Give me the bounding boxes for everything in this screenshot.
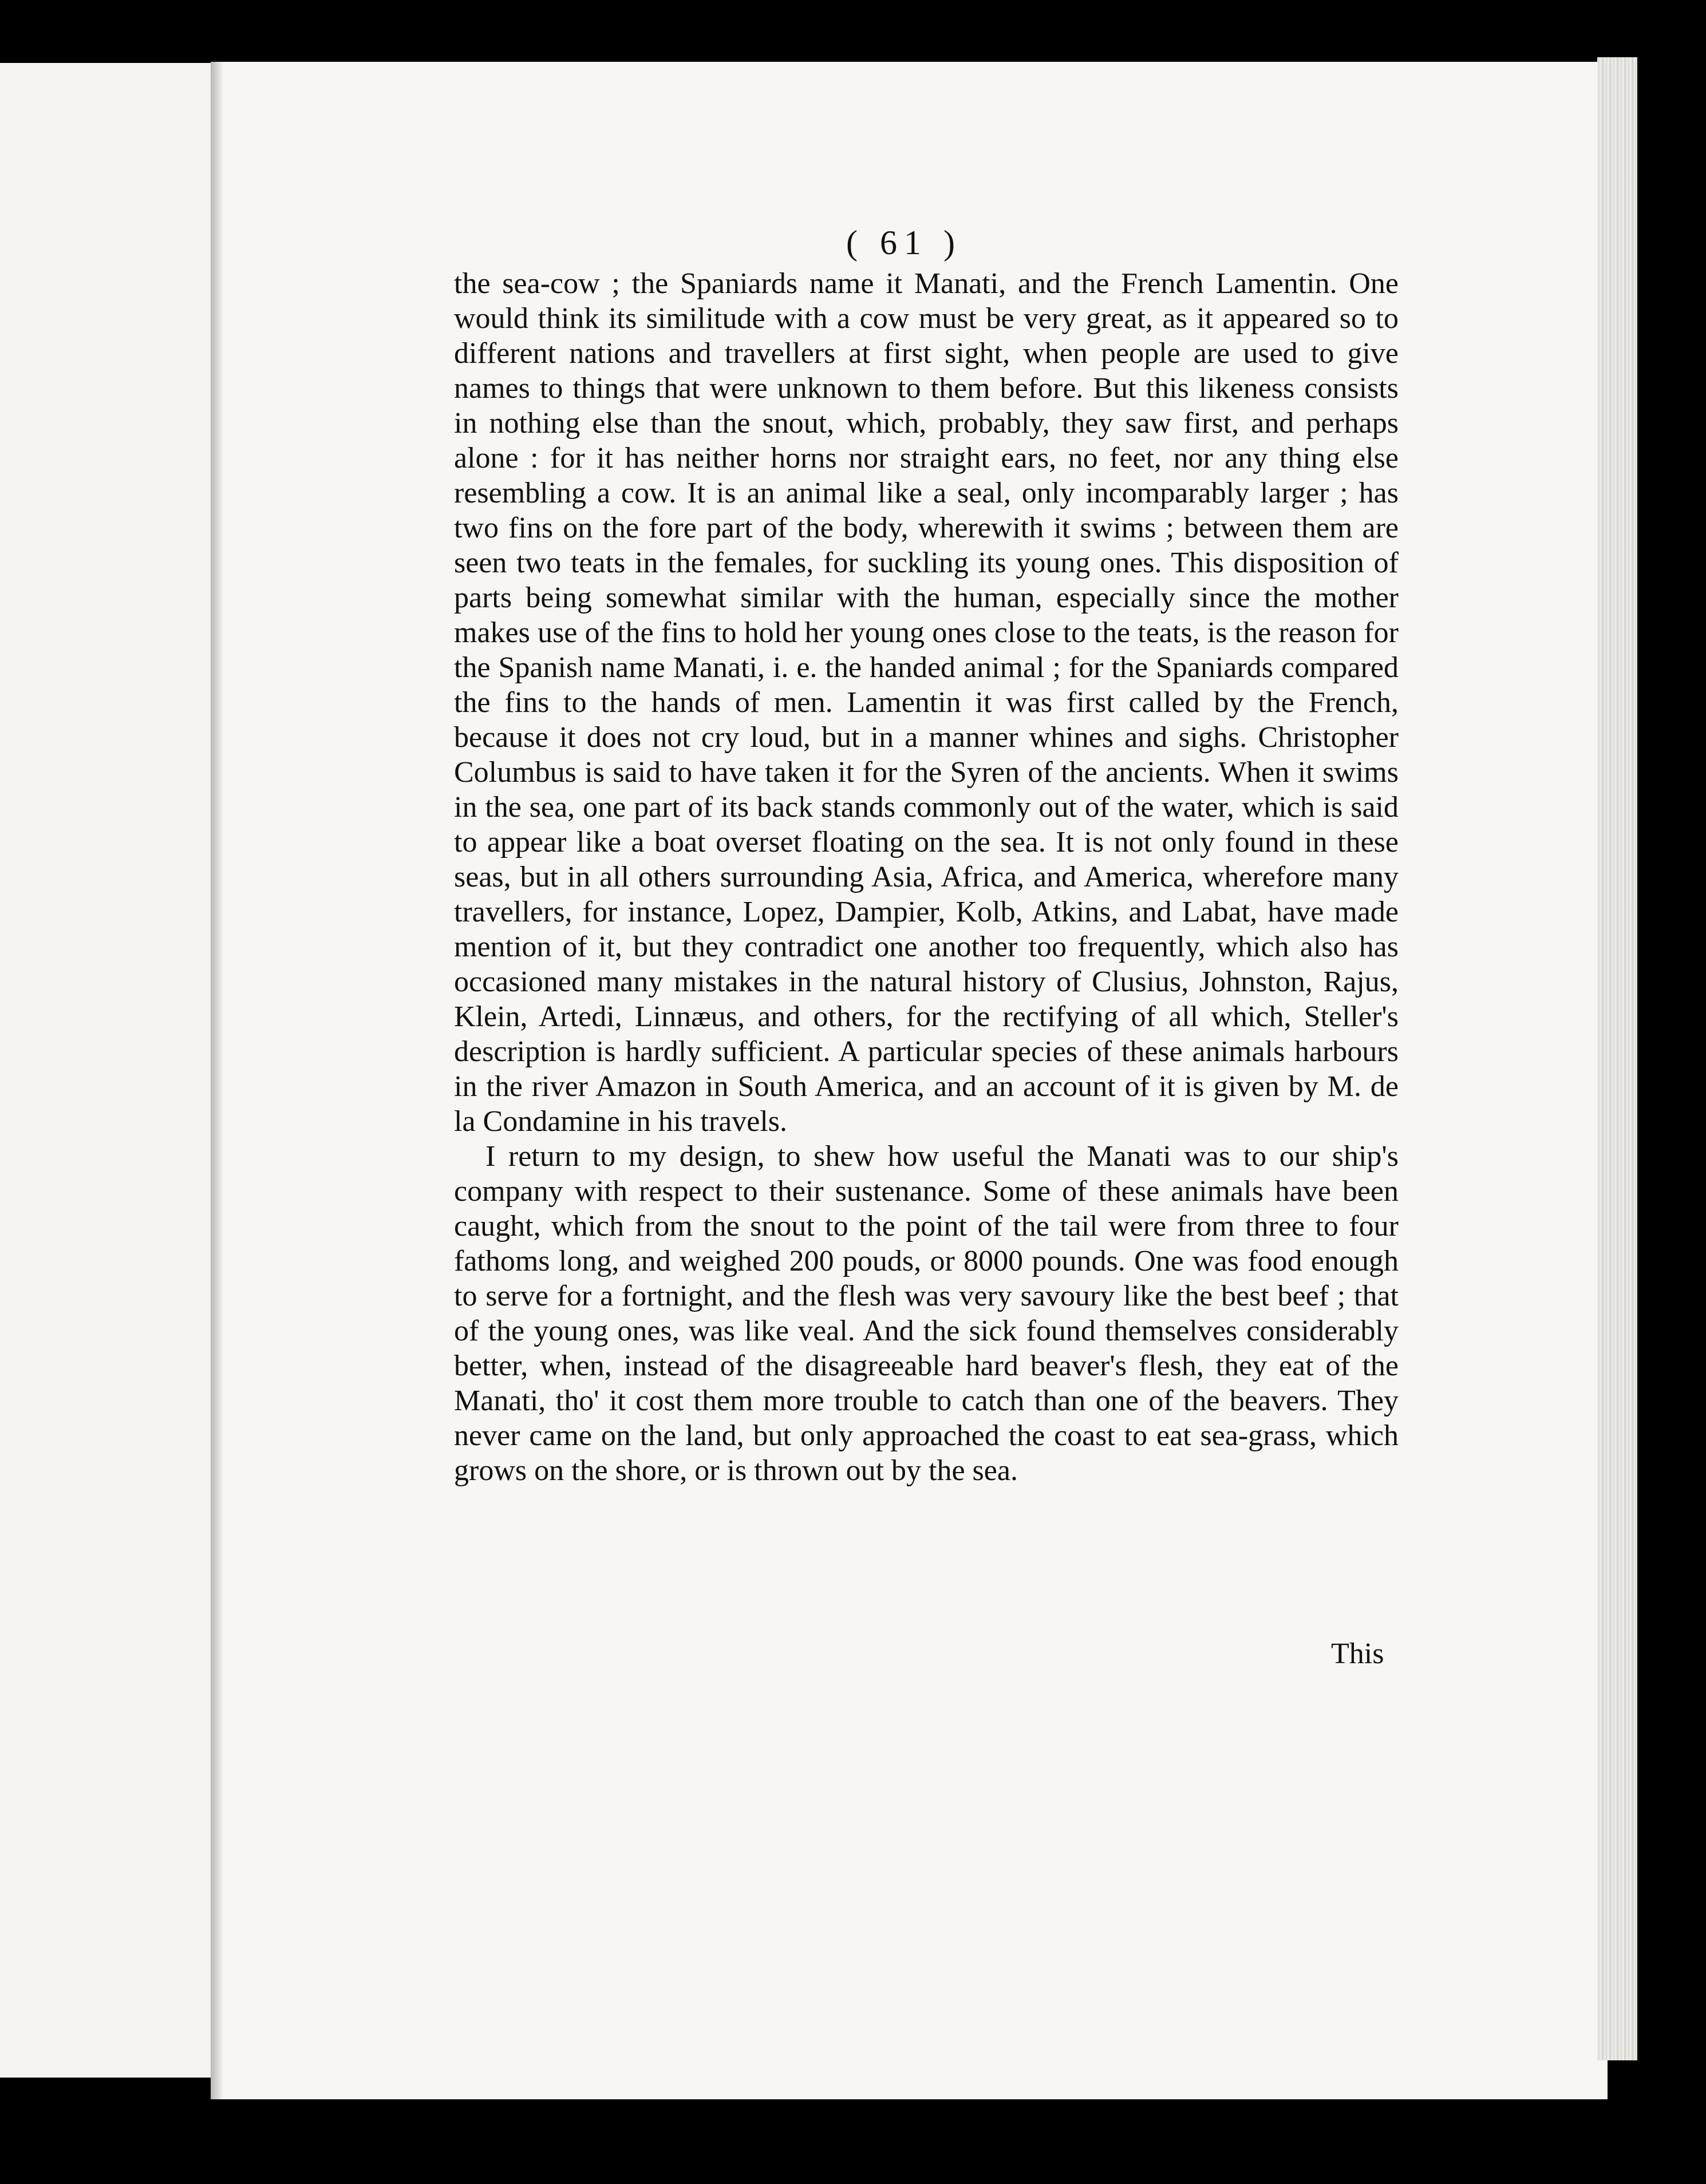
paragraph-1: the sea-cow ; the Spaniards name it Manati, and the French Lamentin. One would think its similitude with a cow must be very great, as it appeared so to different nations and travellers at first sight, when people are used to give names to things that were unknown to them before. But this likeness consists in nothing else than the snout, which, probably, they saw first, and perhaps alone : for it has neither horns nor straight ears, no feet, nor any thing else resembling a cow. It is an animal like a seal, only incomparably larger ; has two fins on the fore part of the body, wherewith it swims ; between them are seen two teats in the females, for suckling its young ones. This disposition of parts being somewhat similar with the human, especially since the mother makes use of the fins to hold her young ones close to the teats, is the reason for the Spanish name Manati, i. e. the handed animal ; for the Spaniards compared the fins to the hands of men. Lamentin it was first called by the French, because it does not cry loud, but in a manner whines and sighs. Christopher Columbus is said to have taken it for the Syren of the ancients. When it swims in the sea, one part of its back stands commonly out of the water, which is said to appear like a boat overset floating on the sea. It is not only found in these seas, but in all others surrounding Asia, Africa, and America, wherefore many travellers, for instance, Lopez, Dampier, Kolb, Atkins, and Labat, have made mention of it, but they contradict one another too frequently, which also has occasioned many mistakes in the natural history of Clusius, Johnston, Rajus, Klein, Artedi, Linnæus, and others, for the rectifying of all which, Steller's description is hardly sufficient. A particular species of these animals harbours in the river Amazon in South America, and an account of it is given by M. de la Condamine in his travels. xyxy=(454,267,1399,1138)
left-page xyxy=(0,63,220,2078)
page-number: ( 61 ) xyxy=(846,224,962,262)
body-text xyxy=(454,266,1399,1488)
page-edge xyxy=(1597,57,1637,2060)
catchword: This xyxy=(1331,1637,1384,1670)
paragraph-2: I return to my design, to shew how useful the Manati was to our ship's company with respect to their sustenance. Some of these animals have been caught, which from the snout to the point of the tail were from three to four fathoms long, and weighed 200 pouds, or 8000 pounds. One was food enough to serve for a fortnight, and the flesh was very savoury like the best beef ; that of the young ones, was like veal. And the sick found themselves considerably better, when, instead of the disagreeable hard beaver's flesh, they eat of the Manati, tho' it cost them more trouble to catch than one of the beavers. They never came on the land, but only approached the coast to eat sea-grass, which grows on the shore, or is thrown out by the sea. xyxy=(454,1140,1399,1487)
gutter-shadow xyxy=(211,62,223,2099)
